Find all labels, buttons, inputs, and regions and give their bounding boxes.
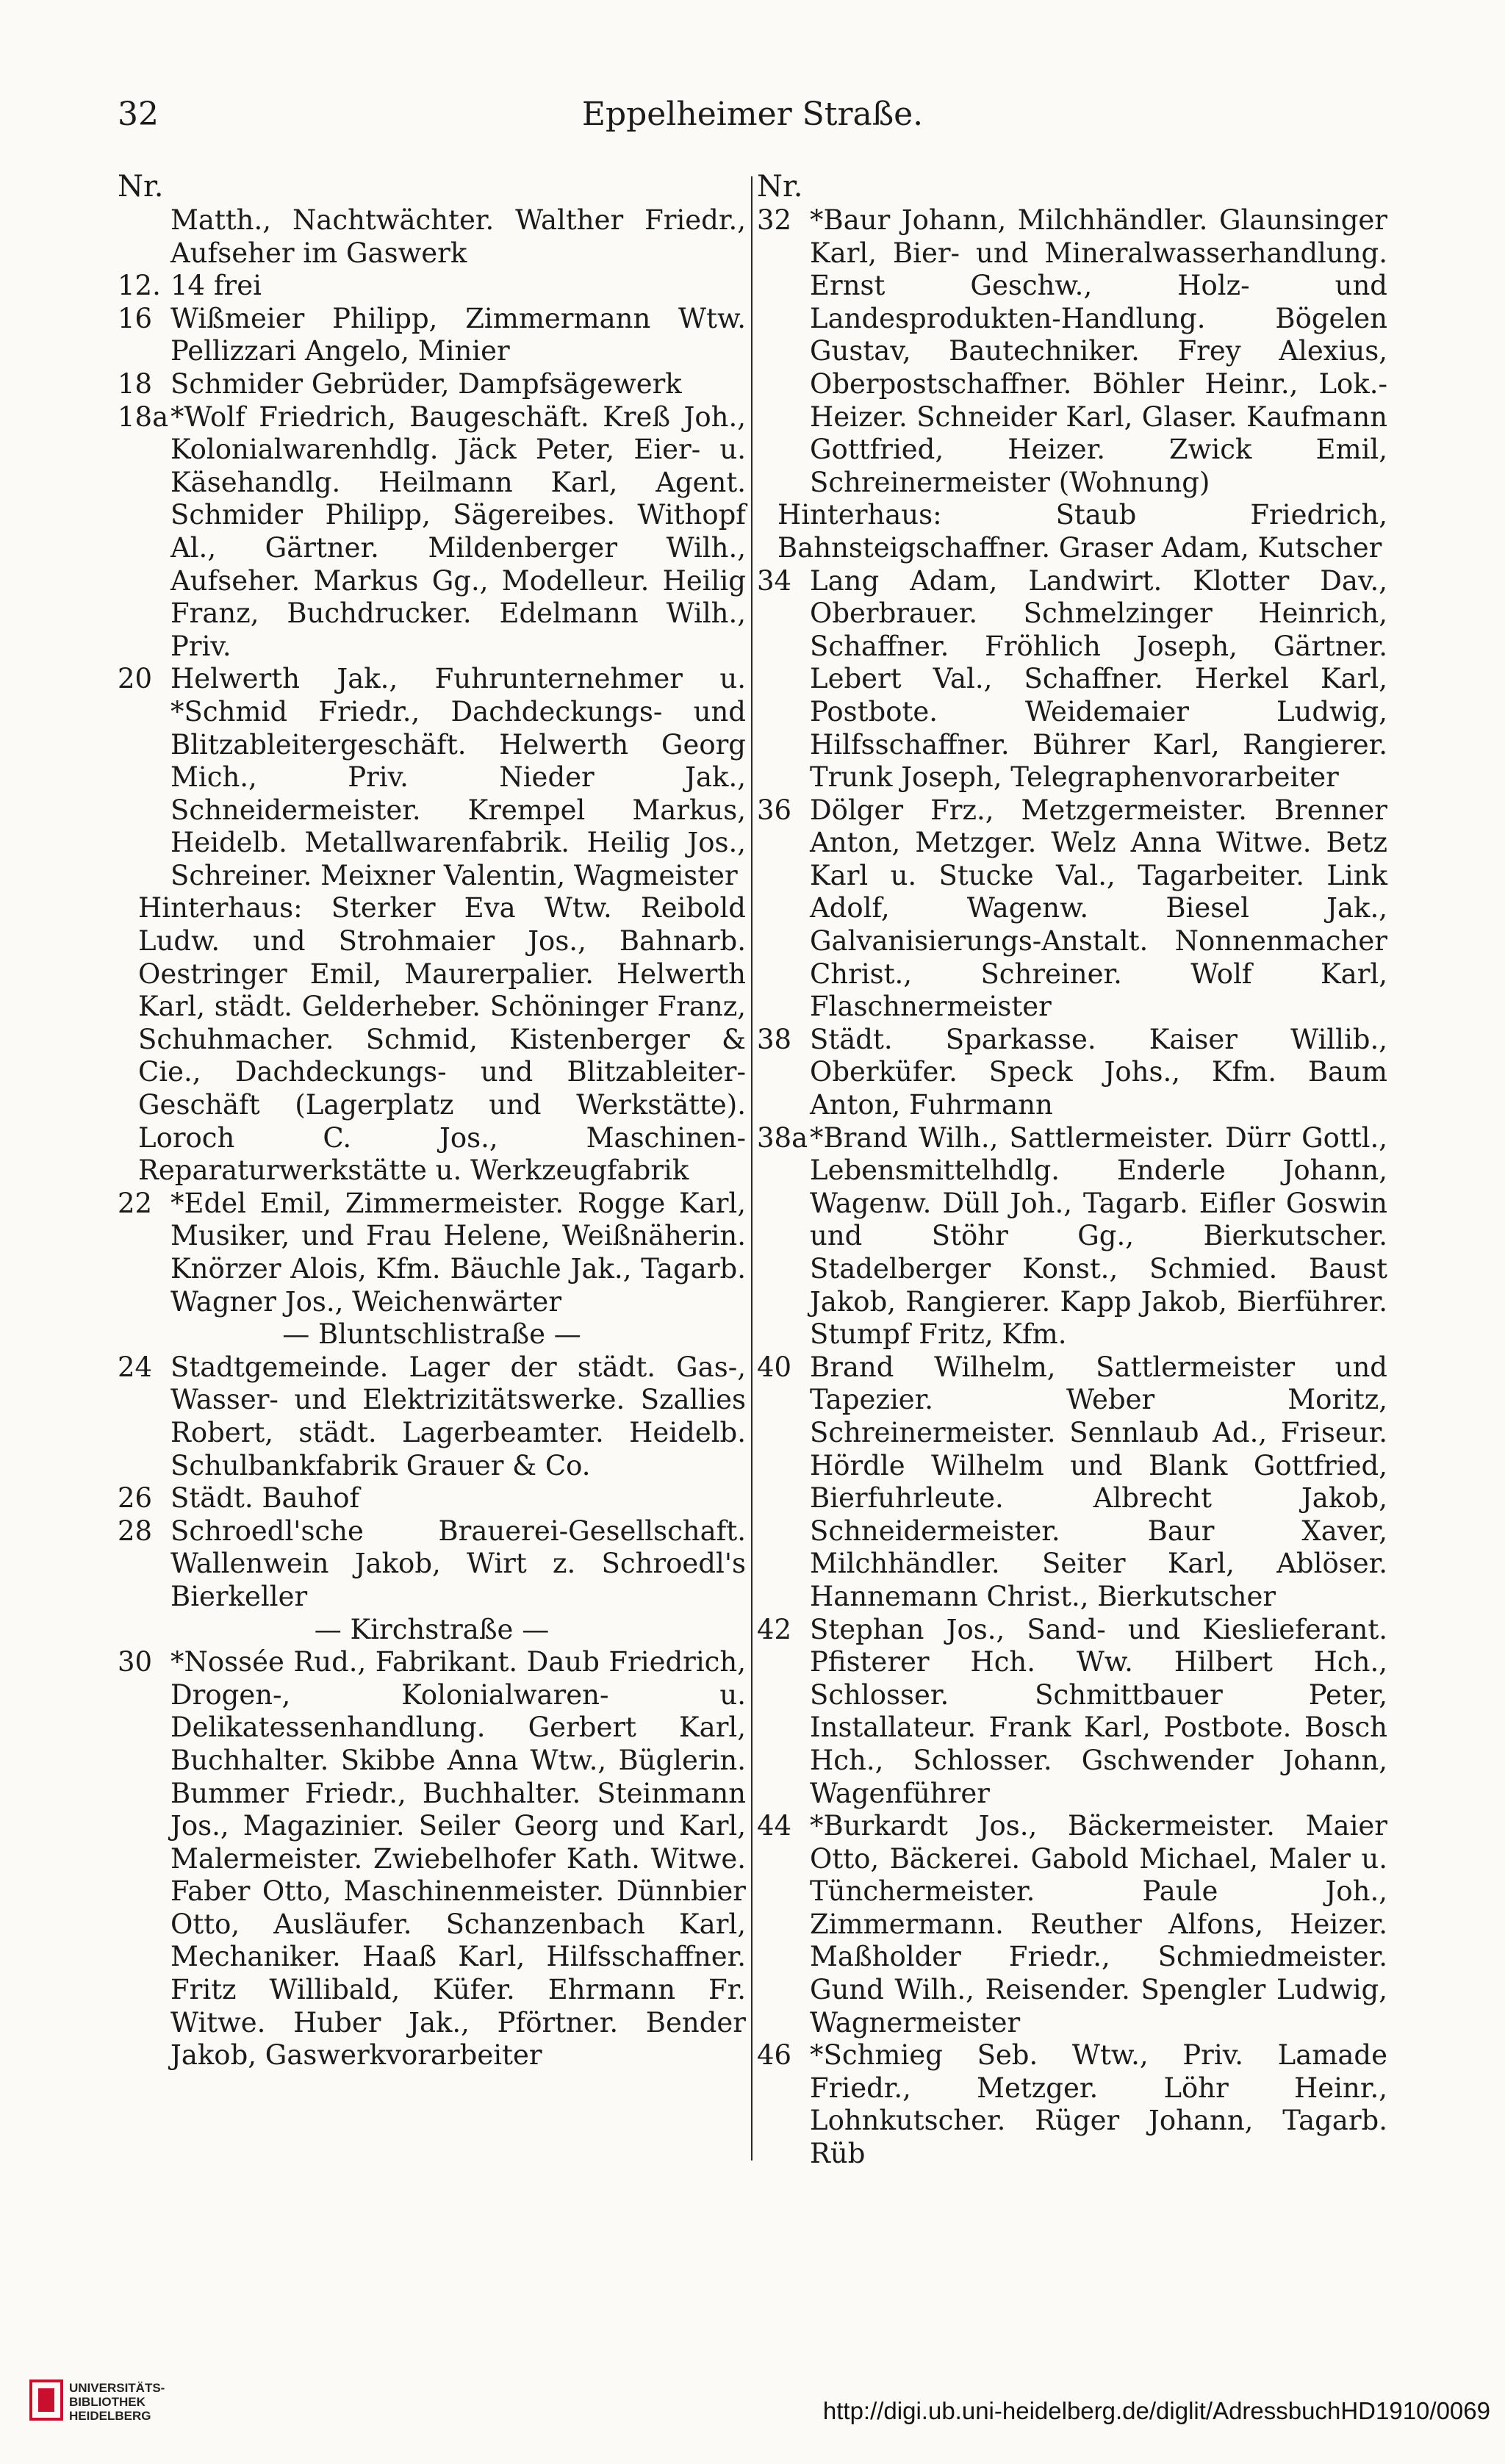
resident-list: Schroedl'sche Brauerei-Gesellschaft. Wallenwein Jakob, Wirt z. Schroedl's Bierkeller <box>170 1515 746 1612</box>
resident-list: Stadtgemeinde. Lager der städt. Gas-, Wasser- und Elektrizitätswerke. Szallies Robert, städt. Lagerbeamter. Heidelb. Schulbankfabrik Grauer & Co. <box>170 1351 746 1481</box>
address-entry <box>757 565 1387 794</box>
house-number: 32 <box>757 204 792 236</box>
address-entry <box>118 1515 746 1614</box>
column-heading: Nr. <box>757 170 803 204</box>
address-entry <box>757 1024 1387 1122</box>
page-number: 32 <box>118 96 159 133</box>
resident-list: Städt. Sparkasse. Kaiser Willib., Oberküfer. Speck Johs., Kfm. Baum Anton, Fuhrmann <box>810 1023 1387 1121</box>
library-logo <box>29 2375 198 2434</box>
resident-list: Städt. Bauhof <box>170 1482 360 1515</box>
resident-list: *Baur Johann, Milchhändler. Glaunsinger Karl, Bier- und Mineralwasserhandlung. Ernst Geschw., Holz- und Landesprodukten-Handlung. Bögelen Gustav, Bautechniker. Frey Alexius, Oberpostschaffner. Böhler Heinr., Lok.-Heizer. Schneider Karl, Glaser. Kaufmann Gottfried, Heizer. Zwick Emil, Schreinermeister (Wohnung) <box>810 204 1387 498</box>
house-number: 30 <box>118 1646 153 1678</box>
address-entry <box>118 892 746 1187</box>
resident-list: *Edel Emil, Zimmermeister. Rogge Karl, Musiker, und Frau Helene, Weißnäherin. Knörzer Alois, Kfm. Bäuchle Jak., Tagarb. Wagner Jos., Weichenwärter <box>170 1187 746 1318</box>
address-entry <box>757 794 1387 1024</box>
house-number: 24 <box>118 1351 153 1383</box>
resident-list: *Nossée Rud., Fabrikant. Daub Friedrich, Drogen-, Kolonialwaren- u. Delikatessenhandlung. Gerbert Karl, Buchhalter. Skibbe Anna Wtw., Büglerin. Bummer Friedr., Buchhalter. Steinmann Jos., Magazinier. Seiler Georg und Karl, Malermeister. Zwiebelhofer Kath. Witwe. Faber Otto, Maschinenmeister. Dünnbier Otto, Ausläufer. Schanzenbach Karl, Mechaniker. Haaß Karl, Hilfsschaffner. Fritz Willibald, Küfer. Ehrmann Fr. Witwe. Huber Jak., Pförtner. Bender Jakob, Gaswerkvorarbeiter <box>170 1646 746 2072</box>
resident-list: Hinterhaus: Sterker Eva Wtw. Reibold Ludw. und Strohmaier Jos., Bahnarb. Oestringer Emil, Maurerpalier. Helwerth Karl, städt. Gelderheber. Schöninger Franz, Schuhmacher. Schmid, Kistenberger & Cie., Dachdeckungs- und Blitzableiter-Geschäft (Lagerplatz und Werkstätte). Loroch C. Jos., Maschinen-Reparaturwerkstätte u. Werkzeugfabrik <box>138 892 746 1187</box>
resident-list: *Brand Wilh., Sattlermeister. Dürr Gottl., Lebensmittelhdlg. Enderle Johann, Wagenw. Düll Joh., Tagarb. Eifler Goswin und Stöhr Gg., Bierkutscher. Stadelberger Konst., Schmied. Baust Jakob, Rangierer. Kapp Jakob, Bierführer. Stumpf Fritz, Kfm. <box>810 1121 1387 1351</box>
address-entry <box>118 1482 746 1515</box>
house-number: 44 <box>757 1810 792 1842</box>
resident-list: Wißmeier Philipp, Zimmermann Wtw. Pellizzari Angelo, Minier <box>170 302 746 367</box>
resident-list: *Burkardt Jos., Bäckermeister. Maier Otto, Bäckerei. Gabold Michael, Maler u. Tünchermeister. Paule Joh., Zimmermann. Reuther Alfons, Heizer. Maßholder Friedr., Schmiedmeister. Gund Wilh., Reisender. Spengler Ludwig, Wagnermeister <box>810 1810 1387 2039</box>
resident-list: Schmider Gebrüder, Dampfsägewerk <box>170 367 682 400</box>
running-title: Eppelheimer Straße. <box>581 96 924 133</box>
resident-list: Brand Wilhelm, Sattlermeister und Tapezier. Weber Moritz, Schreinermeister. Sennlaub Ad., Friseur. Hördle Wilhelm und Blank Gottfried, Bierfuhrleute. Albrecht Jakob, Schneidermeister. Baur Xaver, Milchhändler. Seiter Karl, Ablöser. Hannemann Christ., Bierkutscher <box>810 1351 1387 1612</box>
house-number: 42 <box>757 1613 792 1645</box>
library-name-line: HEIDELBERG <box>69 2409 151 2423</box>
page-header <box>0 88 1505 147</box>
source-url-link[interactable]: http://digi.ub.uni-heidelberg.de/diglit/AdressbuchHD1910/0069 <box>822 2397 1490 2424</box>
address-entry <box>757 204 1387 499</box>
address-entry <box>757 1122 1387 1351</box>
house-number: 38 <box>757 1023 792 1055</box>
library-name <box>69 2381 165 2423</box>
right-column <box>757 170 1387 2171</box>
house-number: 22 <box>118 1187 153 1219</box>
library-name-line: BIBLIOTHEK <box>69 2395 146 2409</box>
address-entry <box>118 204 746 270</box>
entry-list <box>757 204 1387 2171</box>
library-name-line: UNIVERSITÄTS- <box>69 2381 165 2395</box>
address-entry <box>118 401 746 664</box>
address-entry <box>118 368 746 401</box>
address-entry <box>118 1188 746 1318</box>
address-entry <box>757 1614 1387 1811</box>
address-entry <box>118 663 746 892</box>
library-seal-icon <box>29 2379 63 2421</box>
house-number: 38a <box>757 1121 808 1154</box>
house-number: 40 <box>757 1351 792 1383</box>
address-entry <box>757 1810 1387 2039</box>
house-number: 36 <box>757 794 792 826</box>
resident-list: Lang Adam, Landwirt. Klotter Dav., Oberbrauer. Schmelzinger Heinrich, Schaffner. Fröhlich Joseph, Gärtner. Lebert Val., Schaffner. Herkel Karl, Postbote. Weidemaier Ludwig, Hilfsschaffner. Bührer Karl, Rangierer. Trunk Joseph, Telegraphenvorarbeiter <box>810 564 1387 794</box>
resident-list: Dölger Frz., Metzgermeister. Brenner Anton, Metzger. Welz Anna Witwe. Betz Karl u. Stucke Val., Tagarbeiter. Link Adolf, Wagenw. Biesel Jak., Galvanisierungs-Anstalt. Nonnenmacher Christ., Schreiner. Wolf Karl, Flaschnermeister <box>810 794 1387 1023</box>
house-number: 46 <box>757 2039 792 2072</box>
house-number: 12. <box>118 270 161 302</box>
address-entry <box>757 2039 1387 2170</box>
column-heading: Nr. <box>118 170 164 204</box>
resident-list: *Schmieg Seb. Wtw., Priv. Lamade Friedr., Metzger. Löhr Heinr., Lohnkutscher. Rüger Johann, Tagarb. Rüb <box>810 2039 1387 2170</box>
address-entry <box>118 1351 746 1482</box>
address-entry <box>757 499 1387 564</box>
house-number: 18a <box>118 401 169 433</box>
resident-list: 14 frei <box>170 270 262 302</box>
resident-list: Helwerth Jak., Fuhrunternehmer u. *Schmid Friedr., Dachdeckungs- und Blitzableitergeschäft. Helwerth Georg Mich., Priv. Nieder Jak., Schneidermeister. Krempel Markus, Heidelb. Metallwarenfabrik. Heilig Jos., Schreiner. Meixner Valentin, Wagmeister <box>170 663 746 891</box>
house-number: 28 <box>118 1515 153 1547</box>
column-divider <box>751 176 752 2161</box>
house-number: 34 <box>757 564 792 597</box>
house-number: 16 <box>118 302 153 334</box>
house-number: 20 <box>118 663 153 695</box>
resident-list: Matth., Nachtwächter. Walther Friedr., Aufseher im Gaswerk <box>170 204 746 269</box>
address-entry <box>118 1646 746 2072</box>
left-column <box>118 170 746 2072</box>
house-number: 18 <box>118 367 153 400</box>
address-entry <box>118 303 746 368</box>
resident-list: Stephan Jos., Sand- und Kieslieferant. Pfisterer Hch. Ww. Hilbert Hch., Schlosser. Schmittbauer Peter, Installateur. Frank Karl, Postbote. Bosch Hch., Schlosser. Gschwender Johann, Wagenführer <box>810 1613 1387 1809</box>
street-divider: — Kirchstraße — <box>314 1613 550 1645</box>
street-divider: — Bluntschlistraße — <box>282 1318 581 1351</box>
house-number: 26 <box>118 1482 153 1515</box>
entry-list <box>118 204 746 2072</box>
resident-list: *Wolf Friedrich, Baugeschäft. Kreß Joh., Kolonialwarenhdlg. Jäck Peter, Eier- u. Käsehandlg. Heilmann Karl, Agent. Schmider Philipp, Sägereibes. Withopf Al., Gärtner. Mildenberger Wilh., Aufseher. Markus Gg., Modelleur. Heilig Franz, Buchdrucker. Edelmann Wilh., Priv. <box>170 401 746 662</box>
address-entry <box>118 270 746 303</box>
resident-list: Hinterhaus: Staub Friedrich, Bahnsteigschaffner. Graser Adam, Kutscher <box>777 499 1387 564</box>
address-entry <box>757 1351 1387 1614</box>
